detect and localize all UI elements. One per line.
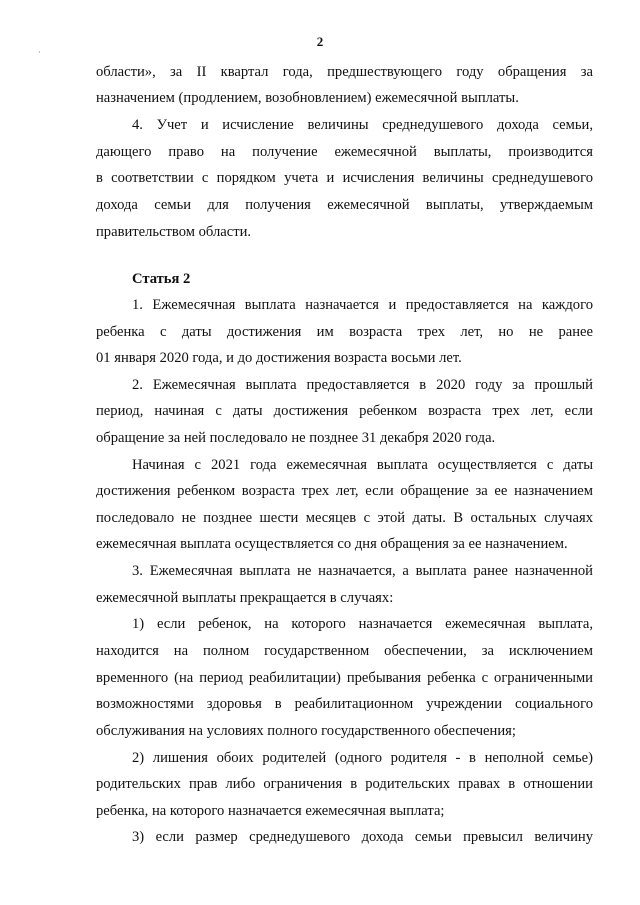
text-line: 2) лишения обоих родителей (одного родителя - в неполной семье) — [132, 750, 593, 766]
text-line: ежемесячной выплаты прекращается в случаях: — [96, 590, 394, 606]
text-line: ежемесячная выплата осуществляется со дня обращения за ее назначением. — [96, 536, 568, 552]
text-line: родительских прав либо ограничения в родительских правах в отношении — [96, 776, 593, 792]
text-line: области», за II квартал года, предшествующего году обращения за — [96, 64, 593, 80]
text-line: достижения ребенком возраста трех лет, если обращение за ее назначением — [96, 483, 593, 499]
text-line: 1) если ребенок, на которого назначается ежемесячная выплата, — [132, 616, 593, 632]
page-number: 2 — [316, 34, 324, 49]
text-line: 1. Ежемесячная выплата назначается и предоставляется на каждого — [132, 297, 593, 313]
text-line: 3) если размер среднедушевого дохода семьи превысил величину — [132, 829, 593, 845]
text-line: обращение за ней последовало не позднее 31 декабря 2020 года. — [96, 430, 496, 446]
text-line: ребенка с даты достижения им возраста трех лет, но не ранее — [96, 324, 593, 340]
text-line: период, начиная с даты достижения ребенком возраста трех лет, если — [96, 403, 593, 419]
text-line: ребенка, на которого назначается ежемесячная выплата; — [96, 803, 445, 819]
text-line: 4. Учет и исчисление величины среднедушевого дохода семьи, — [132, 117, 593, 133]
text-line: находится на полном государственном обеспечении, за исключением — [96, 643, 593, 659]
text-line: последовало не позднее шести месяцев с этой даты. В остальных случаях — [96, 510, 593, 526]
text-line: 3. Ежемесячная выплата не назначается, а выплата ранее назначенной — [132, 563, 593, 579]
text-line: 01 января 2020 года, и до достижения возраста восьми лет. — [96, 350, 462, 366]
margin-mark: · — [38, 48, 41, 57]
text-line: назначением (продлением, возобновлением) ежемесячной выплаты. — [96, 90, 519, 106]
text-line: временного (на период реабилитации) пребывания ребенка с ограниченными — [96, 670, 593, 686]
article-heading: Статья 2 — [132, 271, 191, 287]
text-line: дающего право на получение ежемесячной выплаты, производится — [96, 144, 593, 160]
text-line: дохода семьи для получения ежемесячной выплаты, утверждаемым — [96, 197, 593, 213]
text-line: 2. Ежемесячная выплата предоставляется в 2020 году за прошлый — [132, 377, 593, 393]
text-line: правительством области. — [96, 224, 252, 240]
text-line: возможностями здоровья в реабилитационном учреждении социального — [96, 696, 593, 712]
text-line: обслуживания на условиях полного государственного обеспечения; — [96, 723, 516, 739]
text-line: Начиная с 2021 года ежемесячная выплата осуществляется с даты — [132, 457, 593, 473]
text-line: в соответствии с порядком учета и исчисления величины среднедушевого — [96, 170, 593, 186]
